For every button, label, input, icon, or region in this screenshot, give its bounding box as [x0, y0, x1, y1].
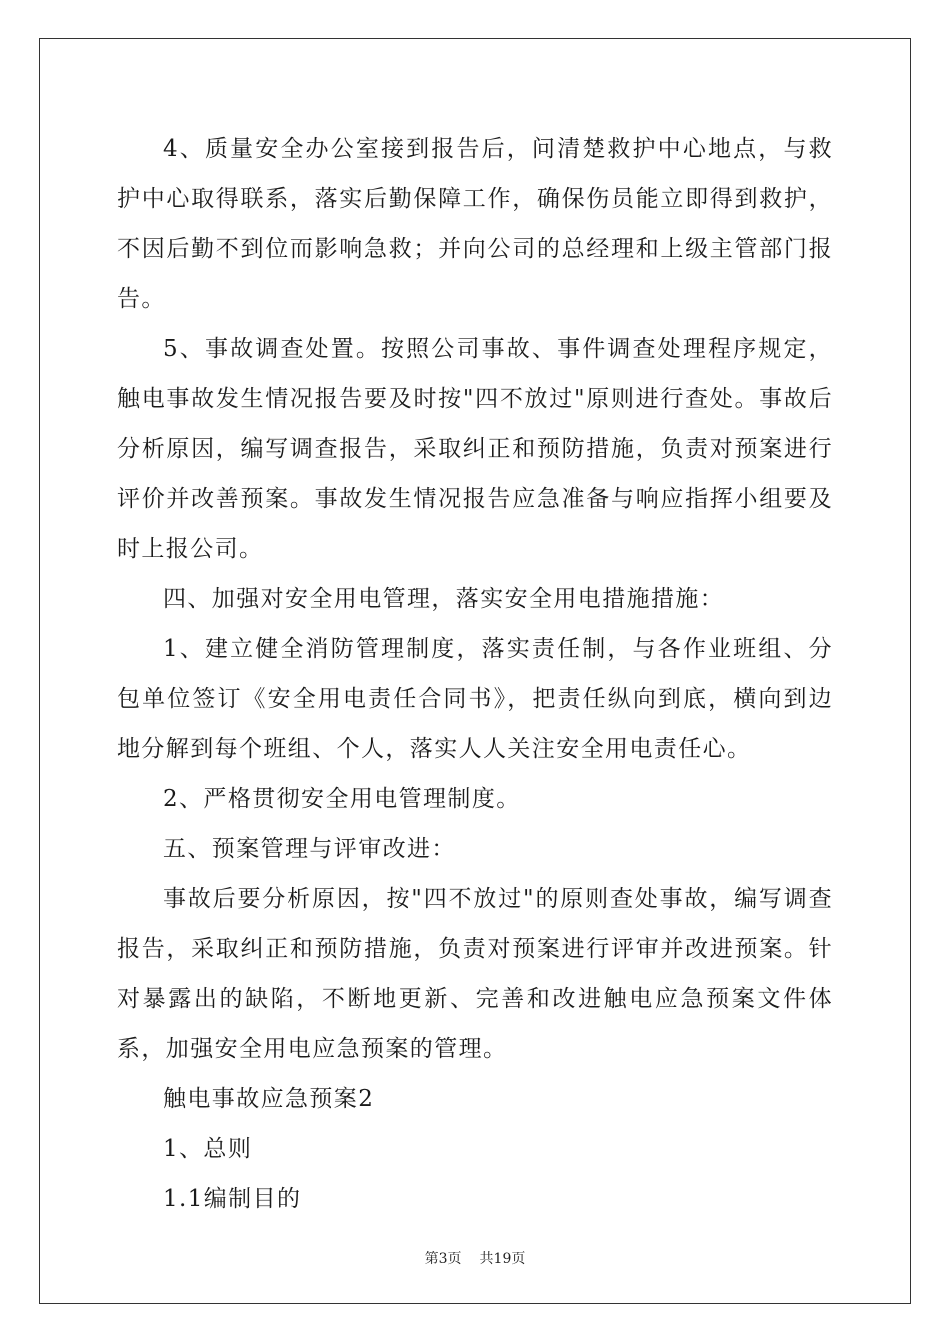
subsection-heading-purpose: 1.1编制目的: [163, 1186, 302, 1212]
paragraph-management-rules: 2、严格贯彻安全用电管理制度。: [163, 786, 521, 812]
page-total: 共19页: [479, 1251, 526, 1267]
page-number: 第3页: [424, 1251, 462, 1267]
section-heading-electrical-management: 四、加强对安全用电管理，落实安全用电措施措施：: [163, 586, 725, 612]
paragraph-accident-investigation: 5、事故调查处置。按照公司事故、事件调查处理程序规定，触电事故发生情况报告要及时按"四不放过"原则进行查处。事故后分析原因，编写调查报告，采取纠正和预防措施，负责对预案进行评价并改善预案。事故发生情况报告应急准备与响应指挥小组要及时上报公司。: [117, 336, 833, 562]
paragraph-report-handling: 4、质量安全办公室接到报告后，问清楚救护中心地点，与救护中心取得联系，落实后勤保障工作，确保伤员能立即得到救护，不因后勤不到位而影响急救；并向公司的总经理和上级主管部门报告。: [117, 136, 833, 312]
document-body: [117, 124, 833, 1224]
document-title-plan-2: 触电事故应急预案2: [163, 1086, 375, 1112]
section-heading-general: 1、总则: [163, 1136, 253, 1162]
paragraph-responsibility-system: 1、建立健全消防管理制度，落实责任制，与各作业班组、分包单位签订《安全用电责任合同书》，把责任纵向到底，横向到边地分解到每个班组、个人，落实人人关注安全用电责任心。: [117, 636, 833, 762]
section-heading-plan-review: 五、预案管理与评审改进：: [163, 836, 456, 862]
paragraph-plan-improvement: 事故后要分析原因，按"四不放过"的原则查处事故，编写调查报告，采取纠正和预防措施，负责对预案进行评审并改进预案。针对暴露出的缺陷，不断地更新、完善和改进触电应急预案文件体系，加强安全用电应急预案的管理。: [117, 886, 833, 1062]
page-footer: [0, 1248, 950, 1268]
